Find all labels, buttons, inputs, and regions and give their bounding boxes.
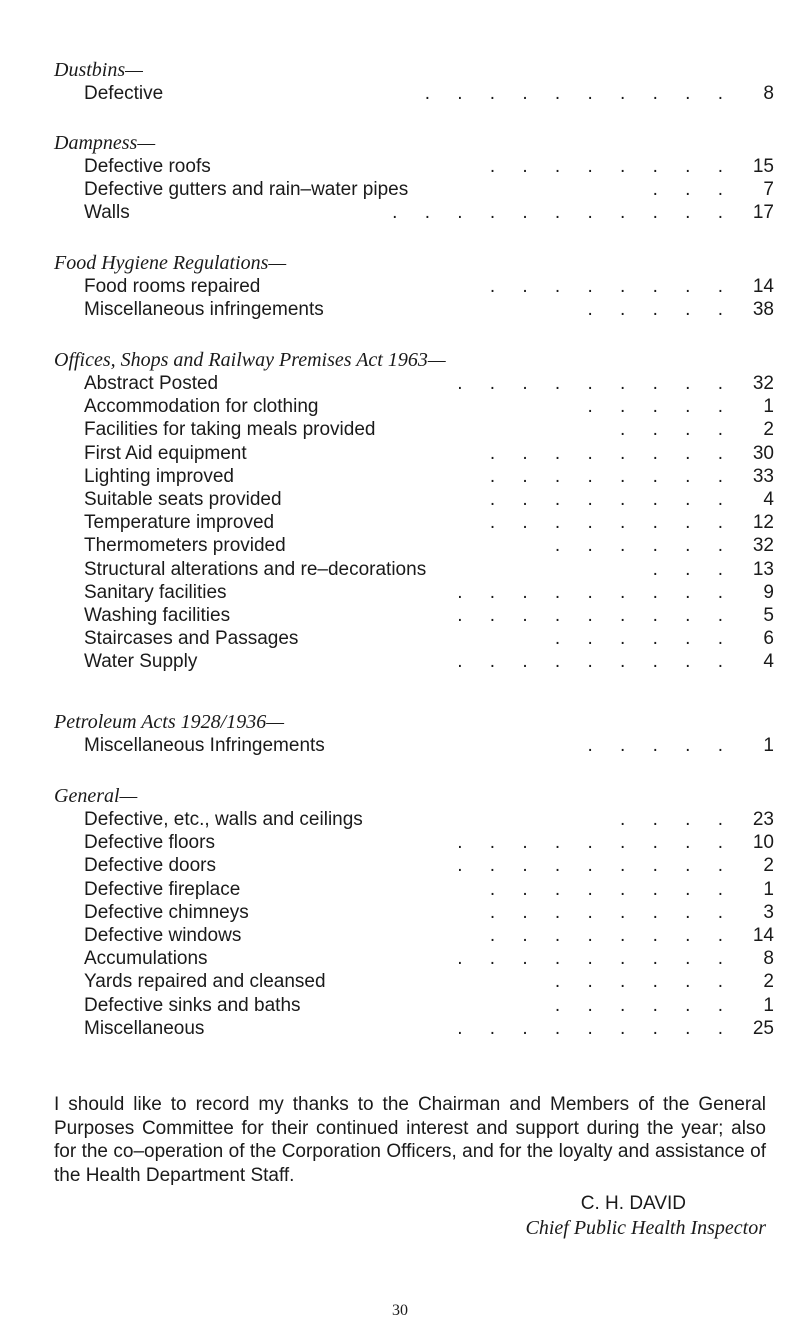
- section-heading: Dampness—: [54, 132, 156, 154]
- item-label: Accumulations: [84, 948, 208, 970]
- item-value: 15: [752, 156, 774, 177]
- item-value: 23: [752, 809, 774, 830]
- dot-leader: . . . . . .: [554, 994, 734, 1016]
- dot-leader: . . . . . .: [554, 535, 734, 557]
- section-offices-shops: [54, 348, 774, 673]
- item-value: 8: [763, 83, 774, 104]
- item-label: Defective floors: [84, 832, 215, 854]
- list-item: [84, 201, 774, 224]
- item-label: Defective windows: [84, 924, 242, 946]
- list-item: [84, 511, 774, 534]
- item-label: Defective, etc., walls and ceilings: [84, 809, 363, 830]
- list-item: [84, 465, 774, 488]
- item-label: Water Supply: [84, 651, 198, 673]
- list-item: [84, 808, 774, 831]
- list-item: [84, 994, 774, 1017]
- item-label: Temperature improved: [84, 512, 275, 534]
- item-value: 13: [752, 558, 774, 580]
- item-value: 8: [763, 948, 774, 970]
- item-value: 32: [752, 535, 774, 557]
- item-value: 7: [763, 179, 774, 201]
- list-item: [84, 395, 774, 418]
- dot-leader: . . . . . .: [554, 628, 734, 650]
- item-label: Staircases and Passages: [84, 628, 299, 650]
- section-dampness: [54, 131, 774, 225]
- item-label: Miscellaneous: [84, 1017, 205, 1039]
- dot-leader: . . . . . . . .: [489, 442, 734, 464]
- dot-leader: . . . .: [620, 809, 734, 830]
- dot-leader: . . . . . . . .: [489, 901, 734, 923]
- item-value: 14: [752, 924, 774, 946]
- dot-leader: . . . . .: [587, 299, 734, 321]
- item-label: Facilities for taking meals provided: [84, 419, 376, 441]
- list-item: [84, 275, 774, 298]
- list-item: [84, 372, 774, 395]
- list-item: [84, 178, 774, 201]
- item-value: 1: [763, 878, 774, 900]
- item-value: 30: [752, 442, 774, 464]
- list-item: [84, 418, 774, 441]
- item-value: 33: [752, 465, 774, 487]
- item-label: Defective gutters and rain–water pipes: [84, 179, 409, 201]
- list-item: [84, 650, 774, 673]
- item-value: 9: [763, 581, 774, 603]
- section-heading: General—: [54, 785, 138, 807]
- dot-leader: . . . . . . . .: [489, 488, 734, 510]
- item-value: 10: [752, 832, 774, 854]
- item-value: 2: [763, 419, 774, 441]
- list-item: [84, 924, 774, 947]
- section-food-hygiene: [54, 251, 774, 321]
- item-value: 1: [763, 396, 774, 418]
- dot-leader: . . . . . . . . . . .: [392, 202, 734, 224]
- list-item: [84, 442, 774, 465]
- item-value: 32: [752, 373, 774, 394]
- item-value: 38: [752, 299, 774, 321]
- dot-leader: . . . . . .: [554, 971, 734, 993]
- list-item: [84, 534, 774, 557]
- dot-leader: . . . . . . . . .: [457, 373, 734, 394]
- item-value: 1: [763, 735, 774, 756]
- dot-leader: . . . . . . . .: [489, 465, 734, 487]
- list-item: [84, 854, 774, 877]
- item-label: Washing facilities: [84, 604, 231, 626]
- dot-leader: . . . . . . . .: [489, 276, 734, 297]
- dot-leader: . . . . . . . . .: [457, 1017, 734, 1039]
- item-label: Defective fireplace: [84, 878, 241, 900]
- dot-leader: . . . . .: [587, 396, 734, 418]
- item-label: Accommodation for clothing: [84, 396, 319, 418]
- dot-leader: . . . . . . . .: [489, 156, 734, 177]
- dot-leader: . . . . . . . . .: [457, 832, 734, 854]
- list-item: [84, 82, 774, 105]
- item-value: 17: [752, 202, 774, 224]
- section-heading: Offices, Shops and Railway Premises Act 1963—: [54, 349, 446, 371]
- item-label: Structural alterations and re–decorations: [84, 558, 427, 580]
- list-item: [84, 488, 774, 511]
- item-label: Suitable seats provided: [84, 488, 282, 510]
- list-item: [84, 947, 774, 970]
- item-value: 1: [763, 994, 774, 1016]
- item-value: 14: [752, 276, 774, 297]
- page-number: 30: [392, 1302, 408, 1319]
- section-dustbins: [54, 58, 774, 105]
- list-item: [84, 298, 774, 321]
- list-item: [84, 155, 774, 178]
- dot-leader: . . . . . . . . .: [457, 604, 734, 626]
- item-label: Food rooms repaired: [84, 276, 261, 297]
- item-value: 5: [763, 604, 774, 626]
- item-label: Defective chimneys: [84, 901, 249, 923]
- item-label: Yards repaired and cleansed: [84, 971, 326, 993]
- item-value: 2: [763, 855, 774, 877]
- section-general: [54, 784, 774, 1040]
- dot-leader: . . . . . . . . .: [457, 855, 734, 877]
- signatory-name: C. H. DAVID: [580, 1193, 686, 1214]
- list-item: [84, 831, 774, 854]
- item-label: First Aid equipment: [84, 442, 247, 464]
- item-label: Defective: [84, 83, 164, 104]
- list-item: [84, 970, 774, 993]
- item-label: Defective doors: [84, 855, 217, 877]
- section-petroleum-acts: [54, 710, 774, 757]
- item-label: Sanitary facilities: [84, 581, 227, 603]
- signature-block: [54, 1192, 766, 1240]
- dot-leader: . . . . . . . . .: [457, 651, 734, 673]
- section-heading: Food Hygiene Regulations—: [54, 252, 287, 274]
- dot-leader: . . . .: [620, 419, 734, 441]
- item-value: 2: [763, 971, 774, 993]
- dot-leader: . . . . . . . .: [489, 512, 734, 534]
- item-value: 4: [763, 488, 774, 510]
- item-value: 12: [752, 512, 774, 534]
- item-label: Miscellaneous Infringements: [84, 735, 325, 756]
- item-value: 4: [763, 651, 774, 673]
- dot-leader: . . .: [652, 558, 734, 580]
- item-label: Defective sinks and baths: [84, 994, 301, 1016]
- list-item: [84, 581, 774, 604]
- section-heading: Petroleum Acts 1928/1936—: [54, 711, 284, 733]
- item-value: 3: [763, 901, 774, 923]
- item-label: Walls: [84, 202, 130, 224]
- signatory-title: Chief Public Health Inspector: [525, 1217, 766, 1239]
- dot-leader: . . . . .: [587, 735, 734, 756]
- dot-leader: . . . . . . . .: [489, 924, 734, 946]
- dot-leader: . . . . . . . . .: [457, 581, 734, 603]
- dot-leader: . . . . . . . . . .: [424, 83, 734, 104]
- list-item: [84, 604, 774, 627]
- list-item: [84, 627, 774, 650]
- item-label: Defective roofs: [84, 156, 211, 177]
- dot-leader: . . .: [652, 179, 734, 201]
- dot-leader: . . . . . . . .: [489, 878, 734, 900]
- item-label: Lighting improved: [84, 465, 234, 487]
- list-item: [84, 1017, 774, 1040]
- item-value: 25: [752, 1017, 774, 1039]
- list-item: [84, 878, 774, 901]
- item-label: Miscellaneous infringements: [84, 299, 324, 321]
- item-value: 6: [763, 628, 774, 650]
- section-heading: Dustbins—: [54, 59, 143, 81]
- dot-leader: . . . . . . . . .: [457, 948, 734, 970]
- list-item: [84, 558, 774, 581]
- item-label: Thermometers provided: [84, 535, 286, 557]
- list-item: [84, 901, 774, 924]
- list-item: [84, 734, 774, 757]
- item-label: Abstract Posted: [84, 373, 219, 394]
- closing-paragraph: I should like to record my thanks to the Chairman and Members of the General Purposes Committee for their continued interest and support during the year; also for the co–operation of the Corporation Officers, and for the loyalty and assistance of the Health Department Staff.: [54, 1094, 766, 1186]
